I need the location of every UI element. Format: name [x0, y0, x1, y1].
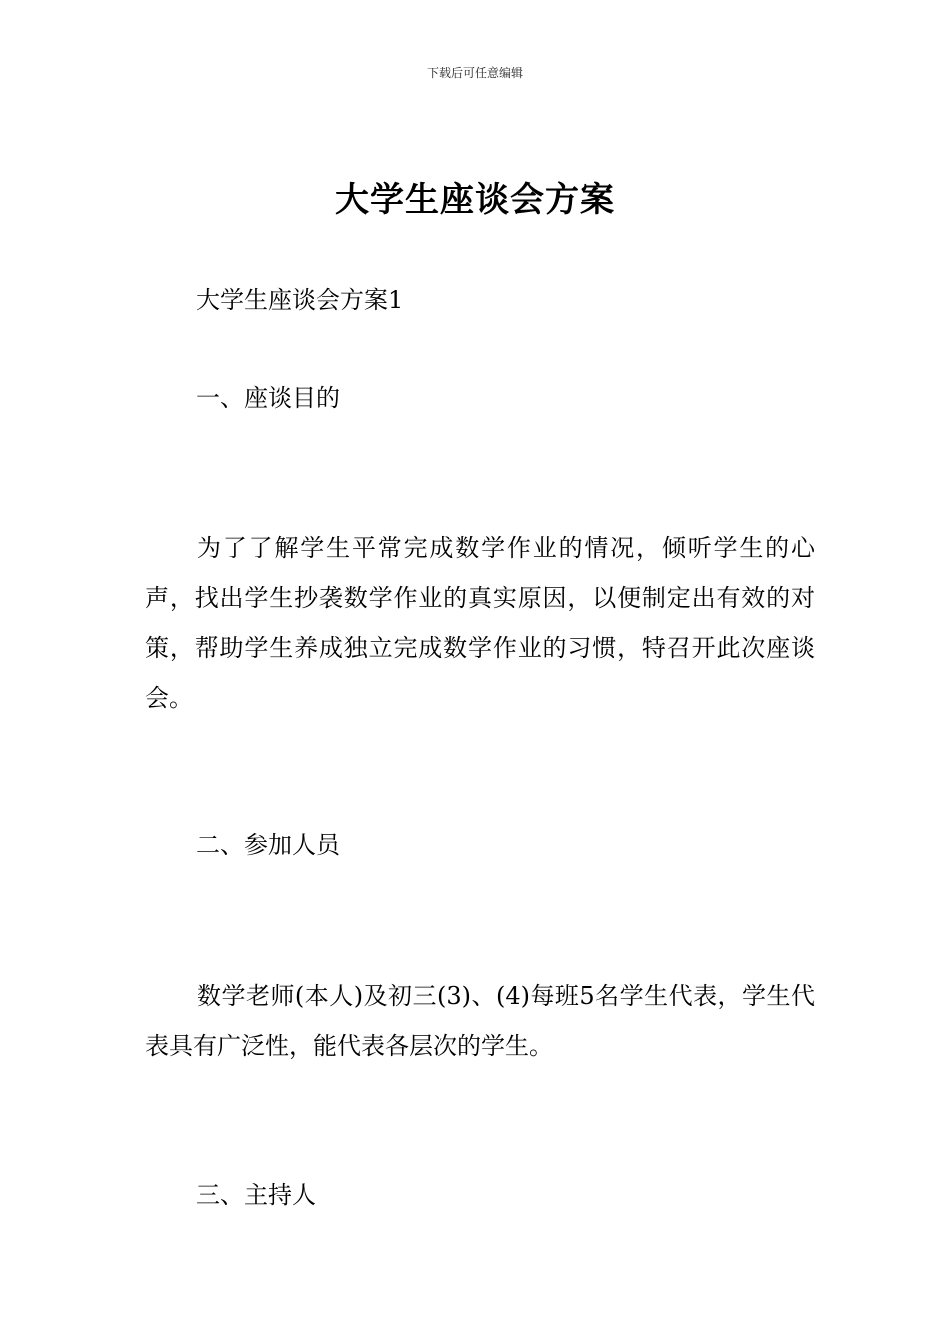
section-heading-purpose: 一、座谈目的: [196, 384, 340, 412]
document-subtitle: 大学生座谈会方案1: [196, 286, 404, 314]
section-body-participants: 数学老师(本人)及初三(3)、(4)每班5名学生代表，学生代表具有广泛性，能代表各层次的学生。: [145, 982, 815, 1060]
section-heading-participants: 二、参加人员: [196, 831, 340, 859]
section-body-purpose: 为了了解学生平常完成数学作业的情况，倾听学生的心声，找出学生抄袭数学作业的真实原因，以便制定出有效的对策，帮助学生养成独立完成数学作业的习惯，特召开此次座谈会。: [145, 534, 815, 712]
header-note: 下载后可任意编辑: [426, 66, 523, 80]
document-title: 大学生座谈会方案: [335, 180, 615, 220]
section-heading-host: 三、主持人: [196, 1181, 316, 1209]
